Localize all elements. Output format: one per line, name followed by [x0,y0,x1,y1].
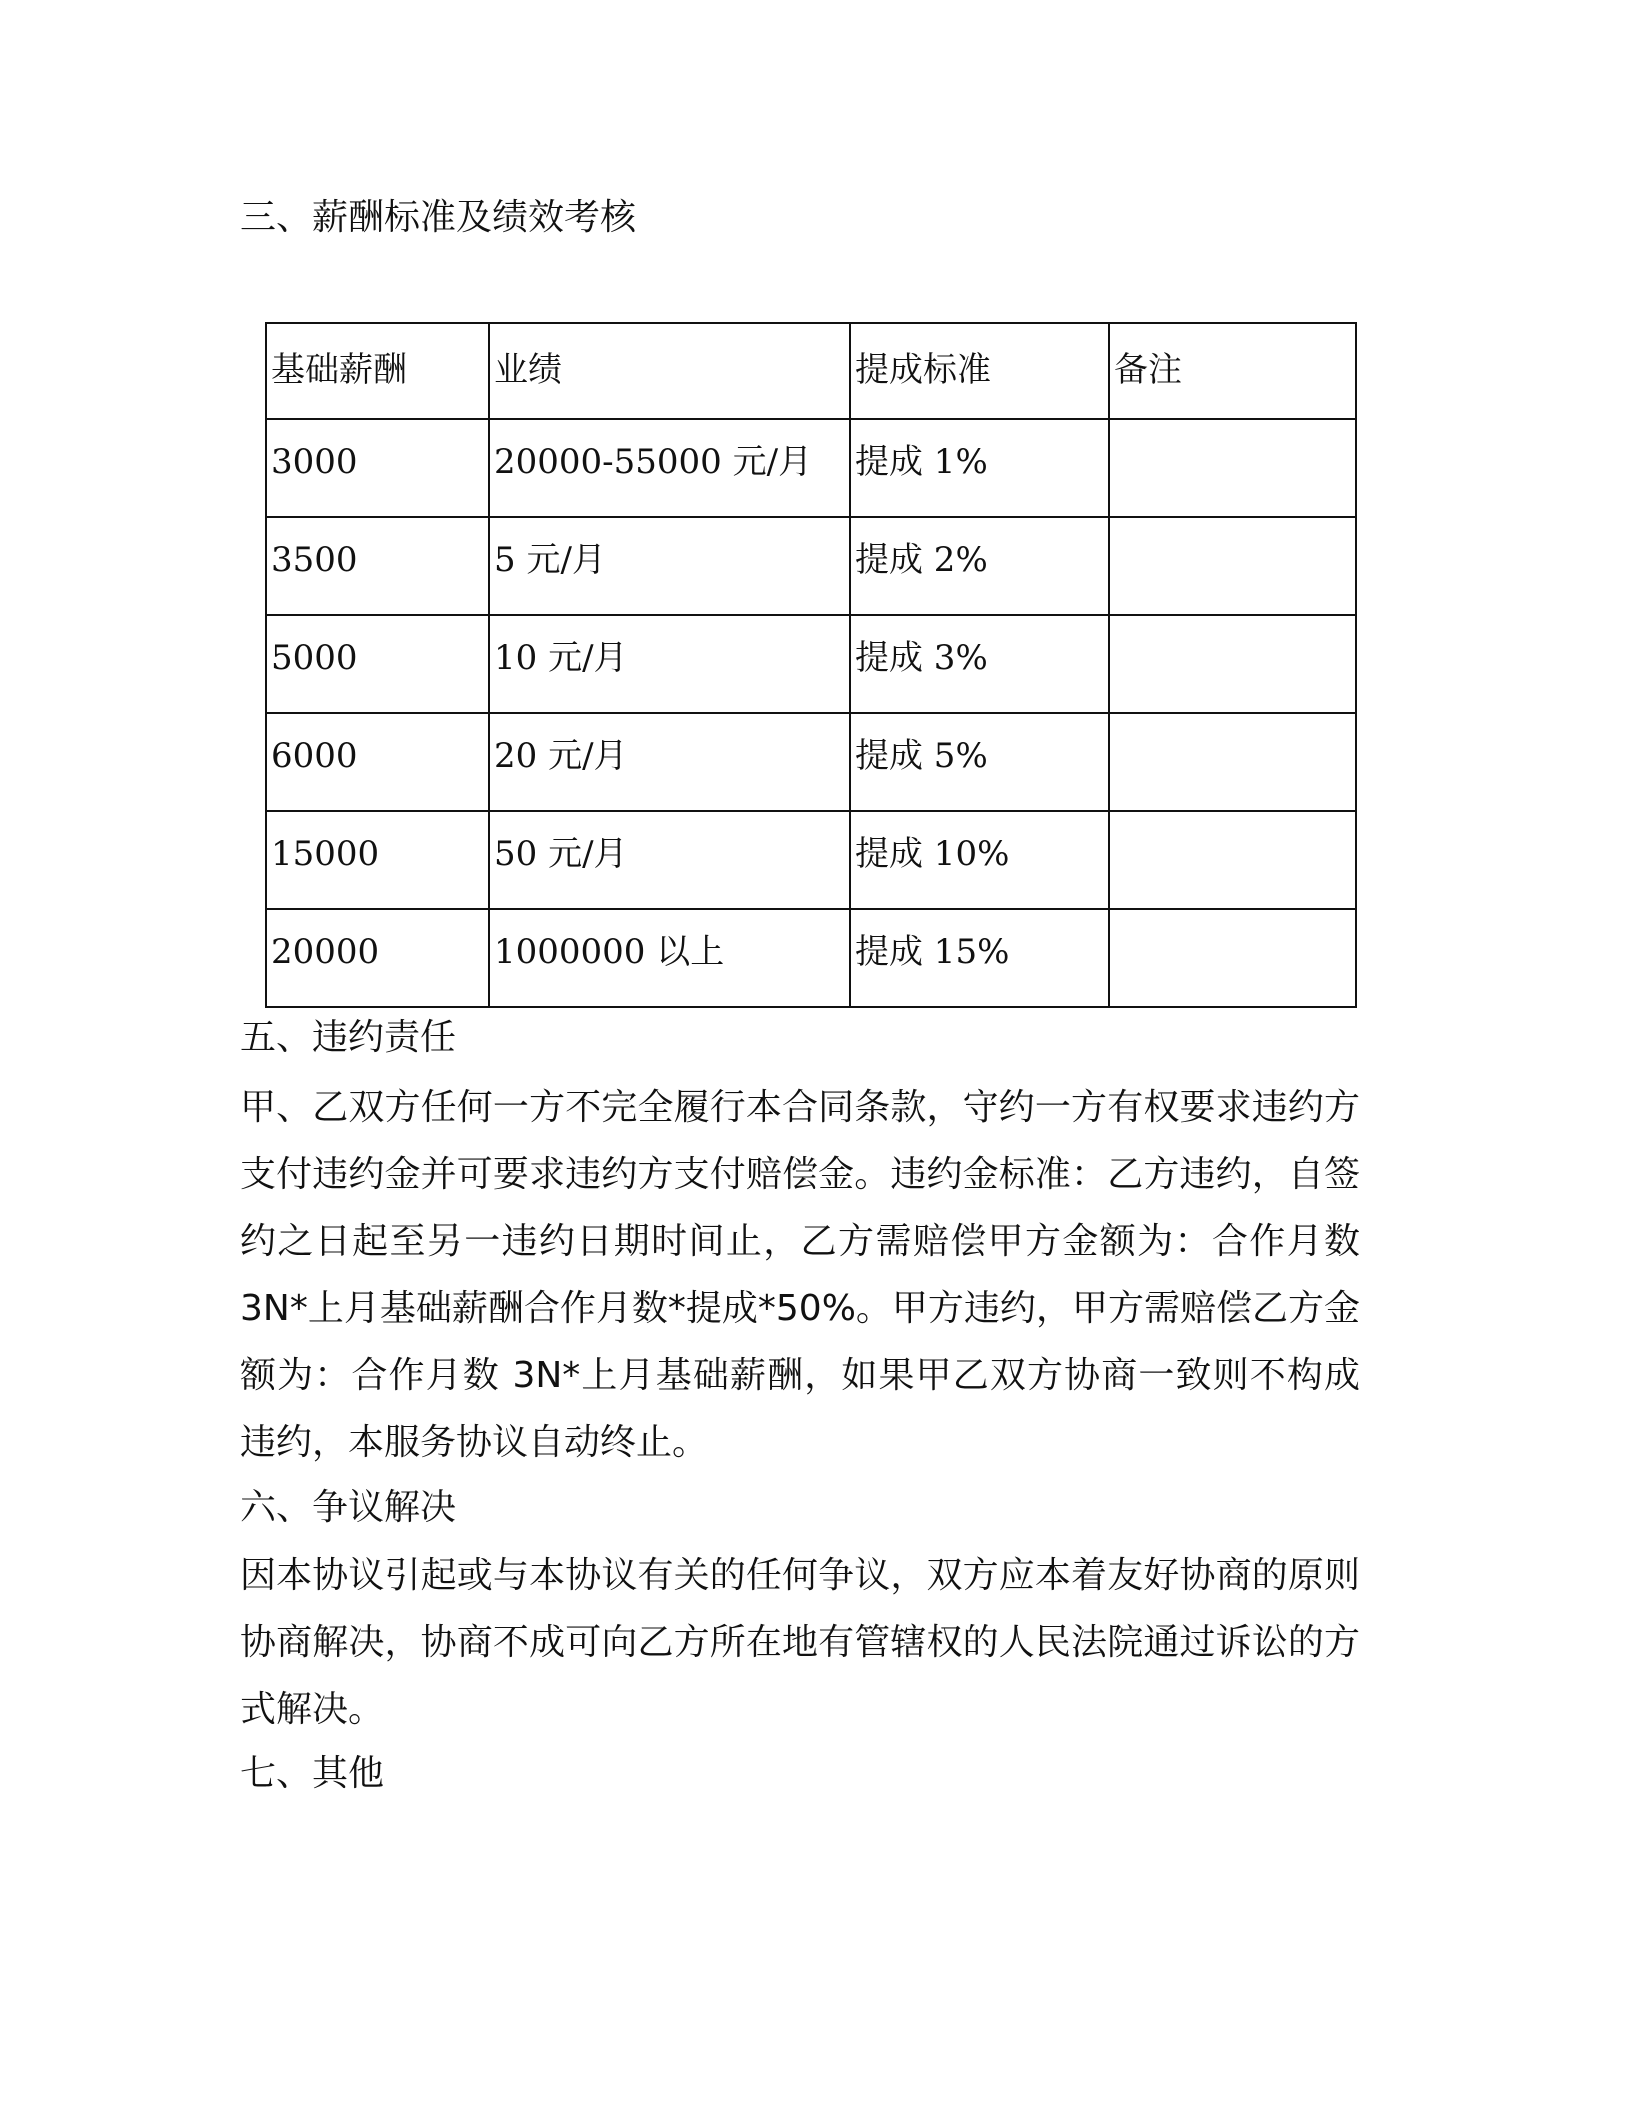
table-row [266,811,1356,909]
note-cell [1109,419,1356,517]
base-salary-cell: 3000 [266,419,489,517]
performance-cell: 20 元/月 [489,713,850,811]
performance-cell: 50 元/月 [489,811,850,909]
table-row [266,419,1356,517]
table-row [266,909,1356,1007]
salary-table [265,322,1357,1008]
table-row [266,517,1356,615]
performance-cell: 10 元/月 [489,615,850,713]
commission-cell: 提成 15% [850,909,1109,1007]
base-salary-cell: 6000 [266,713,489,811]
commission-cell: 提成 10% [850,811,1109,909]
section-5-body: 甲、乙双方任何一方不完全履行本合同条款，守约一方有权要求违约方支付违约金并可要求违约方支付赔偿金。违约金标准：乙方违约，自签约之日起至另一违约日期时间止，乙方需赔偿甲方金额为：合作月数 3N*上月基础薪酬合作月数*提成*50%。甲方违约，甲方需赔偿乙方金额为：合作月数 3N*上月基础薪酬，如果甲乙双方协商一致则不构成违约，本服务协议自动终止。 [240,1087,1360,1463]
note-cell [1109,909,1356,1007]
base-salary-cell: 5000 [266,615,489,713]
note-cell [1109,517,1356,615]
base-salary-cell: 15000 [266,811,489,909]
base-salary-cell: 20000 [266,909,489,1007]
table-header-cell: 业绩 [489,323,850,419]
commission-cell: 提成 3% [850,615,1109,713]
table-header-cell: 基础薪酬 [266,323,489,419]
section-6-body: 因本协议引起或与本协议有关的任何争议，双方应本着友好协商的原则协商解决，协商不成可向乙方所在地有管辖权的人民法院通过诉讼的方式解决。 [240,1555,1360,1730]
section-6-heading: 六、争议解决 [240,1487,457,1528]
section-5-heading: 五、违约责任 [240,1017,457,1058]
table-row [266,713,1356,811]
performance-cell: 20000-55000 元/月 [489,419,850,517]
section-3-heading: 三、薪酬标准及绩效考核 [240,197,637,238]
note-cell [1109,615,1356,713]
commission-cell: 提成 2% [850,517,1109,615]
note-cell [1109,713,1356,811]
base-salary-cell: 3500 [266,517,489,615]
performance-cell: 5 元/月 [489,517,850,615]
note-cell [1109,811,1356,909]
table-header-cell: 备注 [1109,323,1356,419]
commission-cell: 提成 1% [850,419,1109,517]
performance-cell: 1000000 以上 [489,909,850,1007]
commission-cell: 提成 5% [850,713,1109,811]
section-7-heading: 七、其他 [240,1753,385,1794]
table-header-row [266,323,1356,419]
table-header-cell: 提成标准 [850,323,1109,419]
table-row [266,615,1356,713]
